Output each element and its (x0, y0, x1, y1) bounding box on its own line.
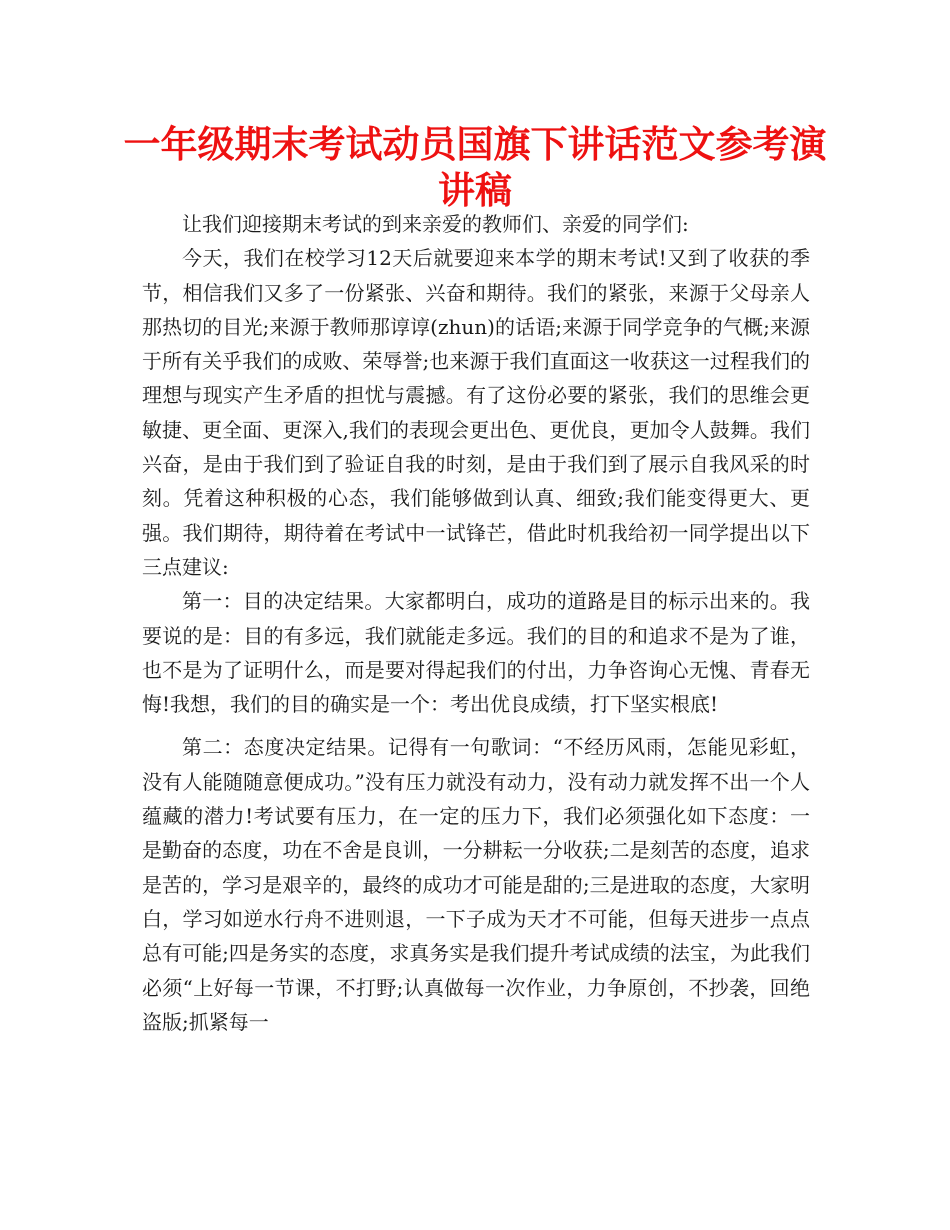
paragraph-intro: 今天，我们在校学习12天后就要迎来本学的期末考试!又到了收获的季节，相信我们又多了一份紧张、兴奋和期待。我们的紧张，来源于父母亲人那热切的目光;来源于教师那谆谆(zhun)的话语;来源于同学竞争的气概;来源于所有关乎我们的成败、荣辱誉;也来源于我们直面这一收获这一过程我们的理想与现实产生矛盾的担忧与震撼。有了这份必要的紧张，我们的思维会更敏捷、更全面、更深入,我们的表现会更出色、更优良，更加令人鼓舞。我们兴奋，是由于我们到了验证自我的时刻，是由于我们到了展示自我风采的时刻。凭着这种积极的心态，我们能够做到认真、细致;我们能变得更大、更强。我们期待，期待着在考试中一试锋芒，借此时机我给初一同学提出以下三点建议: (142, 246, 810, 579)
document-title: 一年级期末考试动员国旗下讲话范文参考演讲稿 (123, 123, 827, 212)
paragraph-point-two: 第二：态度决定结果。记得有一句歌词：“不经历风雨，怎能见彩虹，没有人能随随意便成功。”没有压力就没有动力，没有动力就发挥不出一个人蕴藏的潜力!考试要有压力，在一定的压力下，我们必须强化如下态度：一是勤奋的态度，功在不舍是良训，一分耕耘一分收获;二是刻苦的态度，追求是苦的，学习是艰辛的，最终的成功才可能是甜的;三是进取的态度，大家明白，学习如逆水行舟不进则退，一下子成为天才不可能，但每天进步一点点总有可能;四是务实的态度，求真务实是我们提升考试成绩的法宝，为此我们必须“上好每一节课，不打野;认真做每一次作业，力争原创，不抄袭，回绝盗版;抓紧每一 (142, 735, 810, 1034)
paragraph-point-one: 第一：目的决定结果。大家都明白，成功的道路是目的标示出来的。我要说的是：目的有多远，我们就能走多远。我们的目的和追求不是为了谁，也不是为了证明什么，而是要对得起我们的付出，力争咨询心无愧、青春无悔!我想，我们的目的确实是一个：考出优良成绩，打下坚实根底! (142, 589, 810, 717)
document-body (142, 207, 810, 1039)
paragraph-greeting: 让我们迎接期末考试的到来亲爱的教师们、亲爱的同学们: (182, 212, 689, 236)
